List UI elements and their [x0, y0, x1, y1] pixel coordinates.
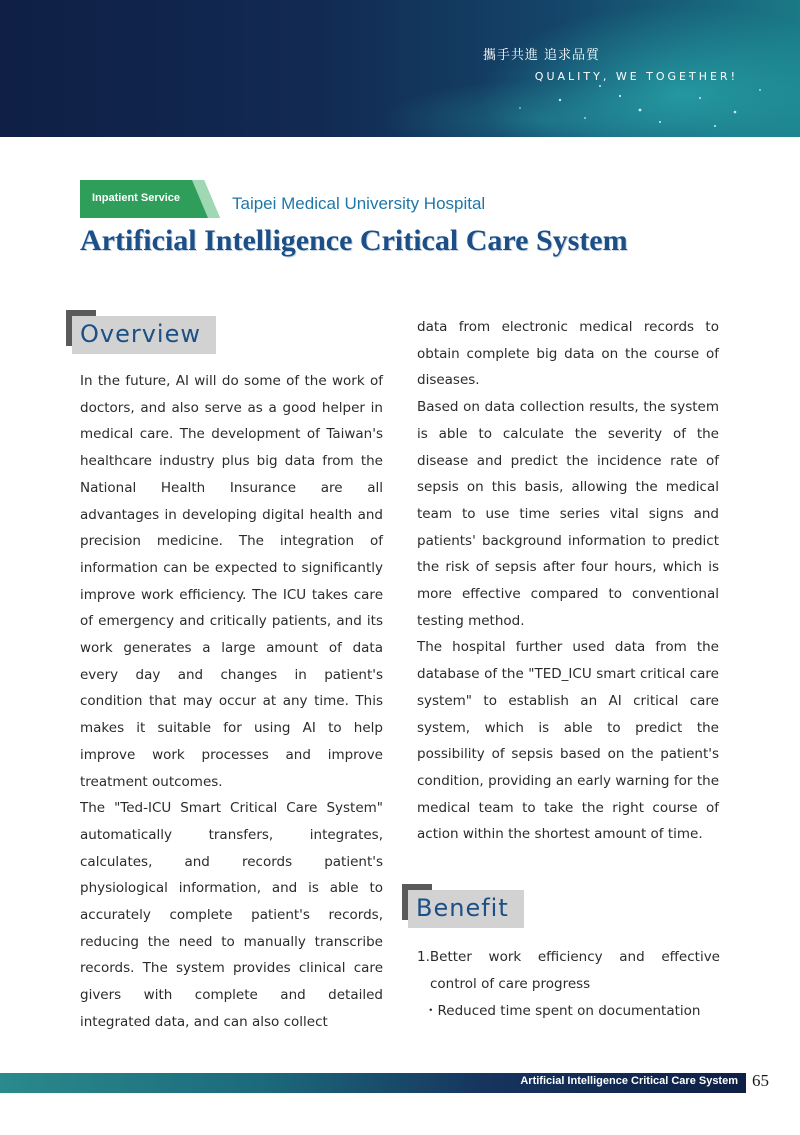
- slogan-english: QUALITY, WE TOGETHER!: [534, 70, 738, 83]
- banner-decoration: [0, 0, 800, 137]
- overview-paragraph-3: data from electronic medical records to obtain complete big data on the course of diseases.: [417, 319, 719, 389]
- right-column: [417, 314, 719, 848]
- heading-box: [72, 316, 216, 354]
- slogan-chinese: 攜手共進 追求品質: [482, 48, 600, 63]
- page-title: Artificial Intelligence Critical Care System: [80, 224, 628, 257]
- overview-paragraph-2: The "Ted-ICU Smart Critical Care System" automatically transfers, integrates, calculates, and records patient's physiological information, and is able to accurately complete patient's records, reducing the need to manually transcribe records. The system provides clinical care givers with complete and detailed integrated data, and can also collect: [80, 800, 383, 1030]
- overview-paragraph-1: In the future, AI will do some of the work of doctors, and also serve as a good helper in medical care. The development of Taiwan's healthcare industry plus big data from the National Health Insurance are all advantages in developing digital health and precision medicine. The integration of information can be expected to significantly improve work efficiency. The ICU takes care of emergency and critically patients, and its work generates a large amount of data every day and changes in patient's condition that may occur at any time. This makes it suitable for using AI to help improve work processes and improve treatment outcomes.: [80, 373, 383, 790]
- header-banner: [0, 0, 800, 137]
- left-column: [80, 368, 383, 1036]
- overview-heading-text: Overview: [80, 320, 201, 348]
- benefit-item-1: 1.Better work efficiency and effective control of care progress: [417, 949, 720, 992]
- benefit-heading-text: Benefit: [416, 894, 509, 922]
- overview-paragraph-4: Based on data collection results, the system is able to calculate the severity of the disease and predict the incidence rate of sepsis on this basis, allowing the medical team to use time series vital signs and patients' background information to predict the risk of sepsis after four hours, which is more effective compared to conventional testing method.: [417, 399, 719, 629]
- section-tag-label: Inpatient Service: [92, 192, 181, 204]
- benefit-bullet-1: ・Reduced time spent on documentation: [424, 1003, 701, 1019]
- overview-heading: [66, 310, 216, 346]
- page-number: 65: [752, 1071, 769, 1090]
- running-title: Artificial Intelligence Critical Care System: [520, 1075, 738, 1087]
- benefit-heading: [402, 884, 526, 920]
- hospital-name: Taipei Medical University Hospital: [232, 194, 486, 213]
- heading-box: [408, 890, 524, 928]
- overview-paragraph-5: The hospital further used data from the database of the "TED_ICU smart critical care system" to establish an AI critical care system, which is able to predict the possibility of sepsis based on the patient's condition, providing an early warning for the medical team to take the right course of action within the shortest amount of time.: [417, 639, 719, 843]
